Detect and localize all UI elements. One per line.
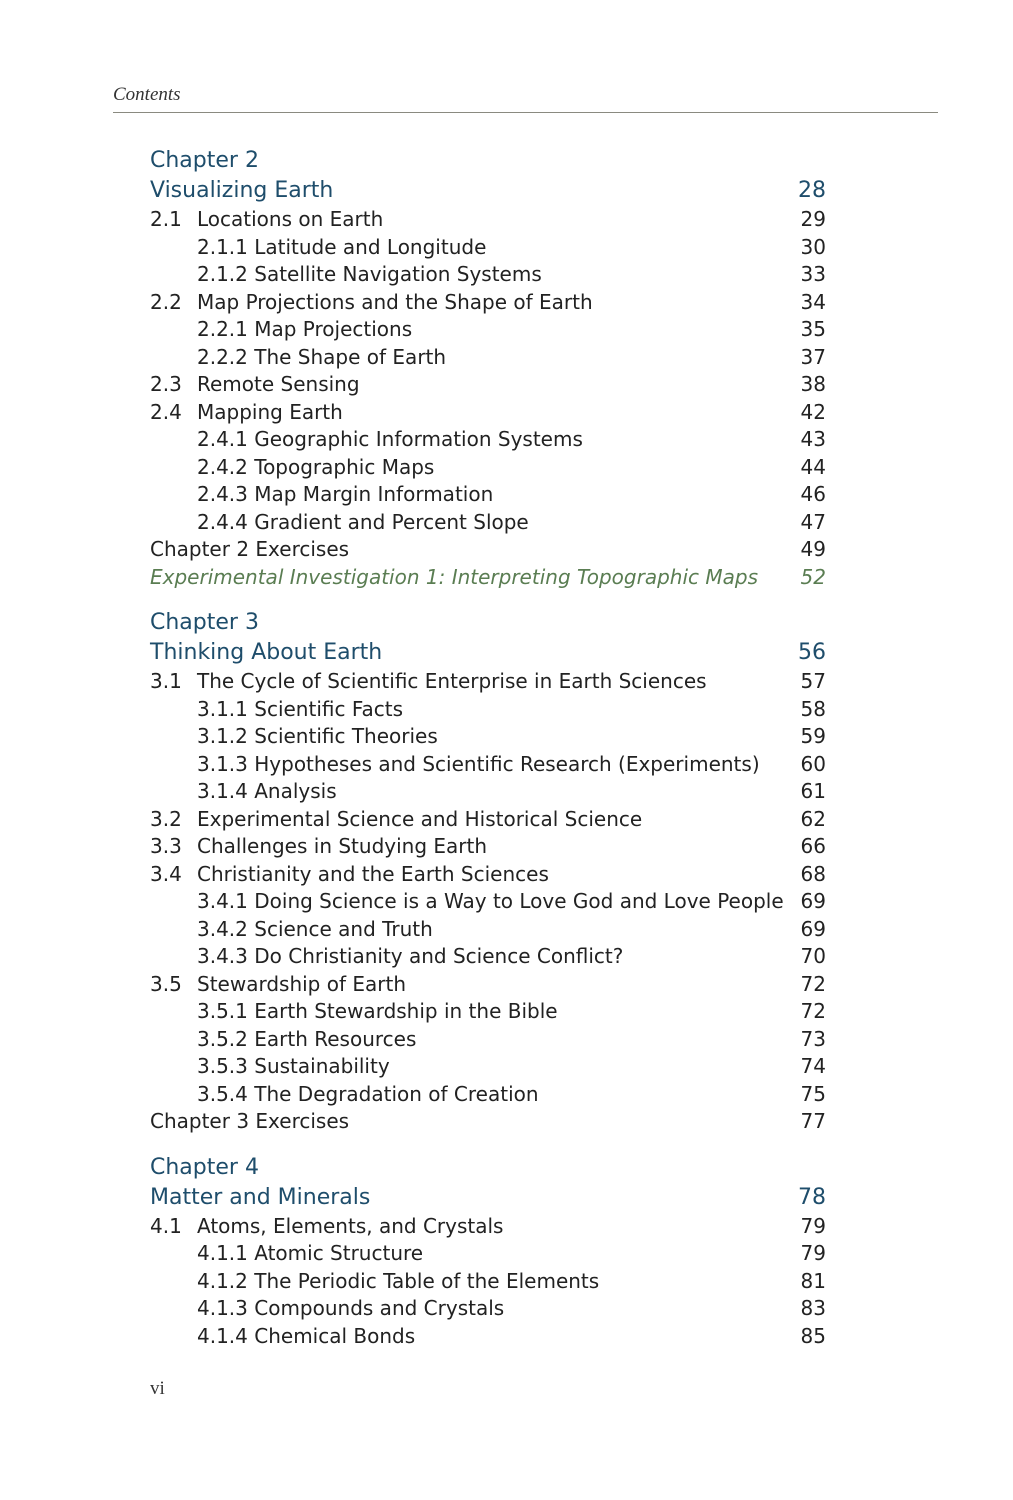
page-reference: 69 <box>800 889 826 913</box>
entry-title: Experimental Investigation 1: Interpreting Topographic Maps <box>150 564 758 589</box>
chapter-label-text: Chapter 4 <box>150 1154 259 1180</box>
subsection-entry[interactable] <box>150 1323 826 1351</box>
entry-title: 3.1.2 Scientific Theories <box>197 724 438 748</box>
section-number: 3.1 <box>150 669 182 693</box>
chapter-label <box>150 1153 826 1183</box>
chapter-extra-entry[interactable] <box>150 536 826 564</box>
page-reference: 77 <box>800 1109 826 1133</box>
entry-title: Christianity and the Earth Sciences <box>197 861 549 886</box>
page-reference: 78 <box>798 1184 826 1210</box>
section-number: 3.3 <box>150 834 182 858</box>
page-reference: 35 <box>800 317 826 341</box>
section-entry[interactable] <box>150 206 826 234</box>
page-reference: 52 <box>800 564 826 589</box>
entry-title: 2.4.4 Gradient and Percent Slope <box>197 509 529 534</box>
subsection-entry[interactable] <box>150 778 826 806</box>
chapter-label-text: Chapter 2 <box>150 148 259 173</box>
section-number: 3.4 <box>150 861 182 886</box>
entry-title: 4.1.2 The Periodic Table of the Elements <box>197 1268 600 1293</box>
subsection-entry[interactable] <box>150 1026 826 1054</box>
entry-title: Chapter 3 Exercises <box>150 1109 350 1133</box>
page-reference: 69 <box>800 916 826 941</box>
subsection-entry[interactable] <box>150 916 826 944</box>
section-entry[interactable] <box>150 971 826 999</box>
page-reference: 75 <box>800 1081 826 1106</box>
subsection-entry[interactable] <box>150 1268 826 1296</box>
subsection-entry[interactable] <box>150 888 826 916</box>
entry-title: 4.1.1 Atomic Structure <box>197 1241 424 1265</box>
section-number: 2.3 <box>150 372 182 396</box>
page-reference: 47 <box>800 509 826 534</box>
page-reference: 72 <box>800 999 826 1023</box>
subsection-entry[interactable] <box>150 998 826 1026</box>
page-reference: 29 <box>800 207 826 231</box>
subsection-entry[interactable] <box>150 481 826 509</box>
chapter-extra-entry[interactable] <box>150 1108 826 1136</box>
entry-title: 3.4.2 Science and Truth <box>197 916 433 941</box>
section-entry[interactable] <box>150 833 826 861</box>
running-head: Contents <box>113 84 181 105</box>
table-of-contents <box>150 146 826 1350</box>
page-reference: 56 <box>798 640 826 665</box>
page-reference: 43 <box>800 427 826 451</box>
chapter-title: Matter and Minerals <box>150 1184 371 1210</box>
entry-title: The Cycle of Scientific Enterprise in Earth Sciences <box>197 669 707 693</box>
page-reference: 42 <box>800 399 826 424</box>
page-reference: 81 <box>800 1268 826 1293</box>
chapter-block <box>150 1153 826 1351</box>
entry-title: Chapter 2 Exercises <box>150 537 350 561</box>
section-number: 3.2 <box>150 806 182 831</box>
entry-title: 3.5.3 Sustainability <box>197 1054 390 1078</box>
subsection-entry[interactable] <box>150 1295 826 1323</box>
section-number: 2.1 <box>150 207 182 231</box>
entry-title: Challenges in Studying Earth <box>197 834 488 858</box>
chapter-title: Thinking About Earth <box>150 640 383 665</box>
entry-title: Stewardship of Earth <box>197 971 406 996</box>
subsection-entry[interactable] <box>150 316 826 344</box>
subsection-entry[interactable] <box>150 696 826 724</box>
page-reference: 85 <box>800 1323 826 1348</box>
section-entry[interactable] <box>150 1213 826 1241</box>
section-entry[interactable] <box>150 861 826 889</box>
header-rule <box>113 112 938 113</box>
entry-title: 3.5.4 The Degradation of Creation <box>197 1081 539 1106</box>
subsection-entry[interactable] <box>150 234 826 262</box>
page-reference: 37 <box>800 344 826 369</box>
page-number: vi <box>150 1378 165 1399</box>
page-reference: 74 <box>800 1054 826 1078</box>
chapter-title: Visualizing Earth <box>150 178 334 203</box>
chapter-title-entry[interactable] <box>150 638 826 668</box>
page-reference: 49 <box>800 537 826 561</box>
page-reference: 61 <box>800 779 826 803</box>
chapter-label <box>150 146 826 176</box>
section-entry[interactable] <box>150 289 826 317</box>
entry-title: 3.1.3 Hypotheses and Scientific Research (Experiments) <box>197 751 760 776</box>
entry-title: 2.4.3 Map Margin Information <box>197 482 494 506</box>
entry-title: 2.1.2 Satellite Navigation Systems <box>197 262 542 286</box>
entry-title: 3.4.1 Doing Science is a Way to Love God and Love People <box>197 889 784 913</box>
section-number: 3.5 <box>150 971 182 996</box>
subsection-entry[interactable] <box>150 1240 826 1268</box>
entry-title: 2.2.2 The Shape of Earth <box>197 344 447 369</box>
chapter-title-entry[interactable] <box>150 1183 826 1213</box>
entry-title: 2.1.1 Latitude and Longitude <box>197 234 487 259</box>
chapter-block <box>150 146 826 591</box>
section-entry[interactable] <box>150 806 826 834</box>
page-reference: 72 <box>800 971 826 996</box>
entry-title: 3.5.2 Earth Resources <box>197 1026 417 1051</box>
section-entry[interactable] <box>150 399 826 427</box>
entry-title: 3.4.3 Do Christianity and Science Conflict? <box>197 944 624 968</box>
entry-title: 3.1.1 Scientific Facts <box>197 696 404 721</box>
subsection-entry[interactable] <box>150 1081 826 1109</box>
page-reference: 34 <box>800 289 826 314</box>
entry-title: 2.2.1 Map Projections <box>197 317 413 341</box>
chapter-label <box>150 608 826 638</box>
chapter-block <box>150 608 826 1136</box>
entry-title: 4.1.4 Chemical Bonds <box>197 1323 416 1348</box>
entry-title: 2.4.2 Topographic Maps <box>197 454 435 479</box>
page-reference: 59 <box>800 724 826 748</box>
page-reference: 79 <box>800 1213 826 1238</box>
page-reference: 60 <box>800 751 826 776</box>
entry-title: Locations on Earth <box>197 207 384 231</box>
page-reference: 33 <box>800 262 826 286</box>
page-reference: 28 <box>798 178 826 203</box>
page-reference: 66 <box>800 834 826 858</box>
page-reference: 30 <box>800 234 826 259</box>
chapter-title-entry[interactable] <box>150 176 826 206</box>
chapter-extra-entry[interactable] <box>150 564 826 592</box>
page-reference: 44 <box>800 454 826 479</box>
page-reference: 62 <box>800 806 826 831</box>
entry-title: 3.1.4 Analysis <box>197 779 337 803</box>
page-reference: 57 <box>800 669 826 693</box>
subsection-entry[interactable] <box>150 943 826 971</box>
page-reference: 46 <box>800 482 826 506</box>
page-reference: 79 <box>800 1241 826 1265</box>
section-number: 2.2 <box>150 289 182 314</box>
page-reference: 68 <box>800 861 826 886</box>
subsection-entry[interactable] <box>150 261 826 289</box>
subsection-entry[interactable] <box>150 751 826 779</box>
entry-title: Atoms, Elements, and Crystals <box>197 1213 504 1238</box>
page-reference: 73 <box>800 1026 826 1051</box>
entry-title: 2.4.1 Geographic Information Systems <box>197 427 583 451</box>
entry-title: Mapping Earth <box>197 399 343 424</box>
subsection-entry[interactable] <box>150 723 826 751</box>
entry-title: Map Projections and the Shape of Earth <box>197 289 593 314</box>
chapter-label-text: Chapter 3 <box>150 610 259 635</box>
page-reference: 83 <box>800 1296 826 1320</box>
subsection-entry[interactable] <box>150 509 826 537</box>
entry-title: 3.5.1 Earth Stewardship in the Bible <box>197 999 558 1023</box>
section-number: 2.4 <box>150 399 182 424</box>
subsection-entry[interactable] <box>150 426 826 454</box>
entry-title: 4.1.3 Compounds and Crystals <box>197 1296 505 1320</box>
subsection-entry[interactable] <box>150 454 826 482</box>
page-reference: 70 <box>800 944 826 968</box>
section-entry[interactable] <box>150 668 826 696</box>
subsection-entry[interactable] <box>150 1053 826 1081</box>
page-reference: 38 <box>800 372 826 396</box>
section-entry[interactable] <box>150 371 826 399</box>
page-reference: 58 <box>800 696 826 721</box>
section-number: 4.1 <box>150 1213 182 1238</box>
subsection-entry[interactable] <box>150 344 826 372</box>
entry-title: Experimental Science and Historical Science <box>197 806 643 831</box>
entry-title: Remote Sensing <box>197 372 360 396</box>
